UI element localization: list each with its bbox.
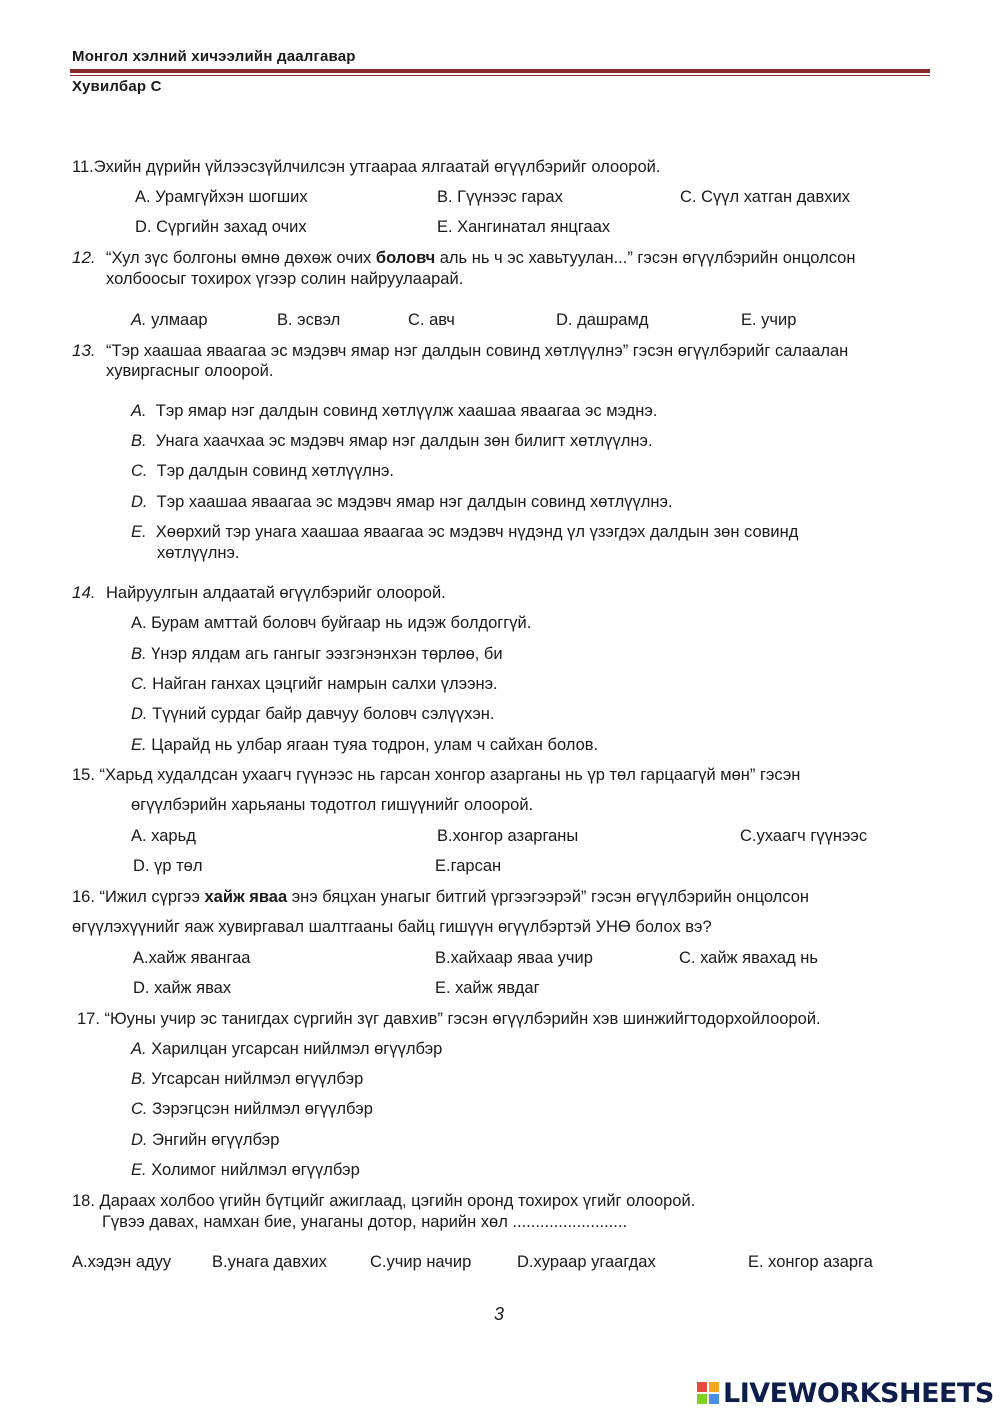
q17-option-e[interactable]: E. Холимог нийлмэл өгүүлбэр xyxy=(131,1161,360,1179)
q13-option-b[interactable]: B. Унага хаачхаа эс мэдэвч ямар нэг далдын зөн билигт хөтлүүлнэ. xyxy=(131,432,653,450)
q12-stem-line2: холбоосыг тохирох үгээр солин найруулаарай. xyxy=(106,270,464,288)
q16-stem: 16. “Ижил сүргээ хайж яваа энэ бяцхан унагыг битгий үргээгээрэй” гэсэн өгүүлбэрийн онцолсон xyxy=(72,888,810,906)
logo-square-icon xyxy=(709,1382,719,1392)
q13-number: 13. xyxy=(72,341,96,360)
q16-stem-line2: өгүүлэхүүнийг яаж хувиргавал шалтгааны байц гишүүн өгүүлбэртэй УНӨ болох вэ? xyxy=(72,918,712,936)
worksheet-title: Монгол хэлний хичээлийн даалгавар xyxy=(72,48,356,65)
logo-square-icon xyxy=(697,1394,707,1404)
logo-text: LIVEWORKSHEETS xyxy=(723,1377,994,1409)
q16-option-c[interactable]: C. хайж явахад нь xyxy=(679,949,819,967)
q14-option-c[interactable]: C. Найган ганхах цэцгийг намрын салхи үлээнэ. xyxy=(131,675,498,693)
q18-option-a[interactable]: A.хэдэн адуу xyxy=(72,1253,172,1271)
q16-option-a[interactable]: A.хайж явангаа xyxy=(133,949,251,967)
q18-option-c[interactable]: C.учир начир xyxy=(370,1253,472,1271)
q15-option-d[interactable]: D. үр төл xyxy=(133,857,203,875)
logo-square-icon xyxy=(709,1394,719,1404)
q11-option-d[interactable]: D. Сүргийн захад очих xyxy=(135,218,307,236)
q18-option-d[interactable]: D.хураар угаагдах xyxy=(517,1253,656,1271)
q11-option-b[interactable]: B. Гүүнээс гарах xyxy=(437,188,563,206)
q15-option-c[interactable]: C.ухаагч гүүнээс xyxy=(740,827,868,845)
q17-option-a[interactable]: A. Харилцан угсарсан нийлмэл өгүүлбэр xyxy=(131,1040,443,1058)
q13-option-d[interactable]: D. Тэр хаашаа яваагаа эс мэдэвч ямар нэг далдын совинд хөтлүүлнэ. xyxy=(131,493,673,511)
variant-label: Хувилбар С xyxy=(72,78,162,95)
liveworksheets-logo[interactable] xyxy=(697,1378,994,1408)
q16-option-b[interactable]: B.хайхаар яваа учир xyxy=(435,949,593,967)
q12-stem: “Хул зүс болгоны өмнө дөхөж очих боловч аль нь ч эс хавьтуулан...” гэсэн өгүүлбэрийн онцолсон xyxy=(106,249,856,267)
q12-option-d[interactable]: D. дашрамд xyxy=(556,311,649,329)
q11-option-e[interactable]: E. Хангинатал янцгаах xyxy=(437,218,611,236)
q12-option-e[interactable]: E. учир xyxy=(741,311,797,329)
q18-option-b[interactable]: B.унага давхих xyxy=(212,1253,327,1271)
q18-option-e[interactable]: E. хонгор азарга xyxy=(748,1253,873,1271)
q14-option-d[interactable]: D. Түүний сурдаг байр давчуу боловч сэлүүхэн. xyxy=(131,705,495,723)
q18-stem: 18. Дараах холбоо үгийн бүтцийг ажиглаад, цэгийн оронд тохирох үгийг олоорой. xyxy=(72,1192,696,1210)
q18-stem-line2: Гүвээ давах, намхан бие, унаганы дотор, нарийн хөл ......................... xyxy=(102,1213,628,1231)
q15-stem-line2: өгүүлбэрийн харьяаны тодотгол гишүүнийг олоорой. xyxy=(131,796,534,814)
q15-option-a[interactable]: A. харьд xyxy=(131,827,196,845)
header-rule xyxy=(70,69,930,73)
q13-option-a[interactable]: A. Тэр ямар нэг далдын совинд хөтлүүлж хаашаа яваагаа эс мэднэ. xyxy=(131,402,658,420)
q14-option-b[interactable]: B. Үнэр ялдам агь гангыг ээзгэнэнхэн төрлөө, би xyxy=(131,645,503,663)
q13-option-c[interactable]: C. Тэр далдын совинд хөтлүүлнэ. xyxy=(131,462,394,480)
q16-option-d[interactable]: D. хайж явах xyxy=(133,979,232,997)
q14-stem: Найруулгын алдаатай өгүүлбэрийг олоорой. xyxy=(106,584,446,602)
header-rule-thin xyxy=(70,75,930,76)
q17-option-b[interactable]: B. Угсарсан нийлмэл өгүүлбэр xyxy=(131,1070,364,1088)
q14-number: 14. xyxy=(72,583,96,602)
q17-option-c[interactable]: C. Зэрэгцсэн нийлмэл өгүүлбэр xyxy=(131,1100,373,1118)
q16-option-e[interactable]: E. хайж явдаг xyxy=(435,979,540,997)
q15-option-e[interactable]: E.гарсан xyxy=(435,857,502,875)
q17-stem: 17. “Юуны учир эс танигдах сүргийн зүг давхив” гэсэн өгүүлбэрийн хэв шинжийгтодорхойлоорой. xyxy=(77,1010,821,1028)
q17-option-d[interactable]: D. Энгийн өгүүлбэр xyxy=(131,1131,280,1149)
logo-square-icon xyxy=(697,1382,707,1392)
q13-stem-line2: хувиргасныг олоорой. xyxy=(106,362,274,380)
q11-option-c[interactable]: C. Сүүл хатган давхих xyxy=(680,188,850,206)
q13-option-e-line2: хөтлүүлнэ. xyxy=(157,544,240,562)
q12-number: 12. xyxy=(72,248,96,267)
q13-stem: “Тэр хаашаа яваагаа эс мэдэвч ямар нэг далдын совинд хөтлүүлнэ” гэсэн өгүүлбэрийг салаалан xyxy=(106,342,849,360)
q14-option-e[interactable]: E. Царайд нь улбар ягаан туяа тодрон, улам ч сайхан болов. xyxy=(131,736,599,754)
q12-option-b[interactable]: B. эсвэл xyxy=(277,311,341,329)
q12-option-a[interactable]: A. улмаар xyxy=(131,311,208,329)
q14-option-a[interactable]: A. Бурам амттай боловч буйгаар нь идэж болдоггүй. xyxy=(131,614,532,632)
q13-option-e[interactable]: E. Хөөрхий тэр унага хаашаа яваагаа эс мэдэвч нүдэнд үл үзэгдэх далдын зөн совинд xyxy=(131,523,799,541)
q12-option-c[interactable]: C. авч xyxy=(408,311,455,329)
q15-stem: 15. “Харьд худалдсан ухаагч гүүнээс нь гарсан хонгор азарганы нь үр төл гарцаагүй мөн” гэсэн xyxy=(72,766,801,784)
page-number: 3 xyxy=(494,1304,505,1324)
q11-stem: 11.Эхийн дүрийн үйлээсзүйлчилсэн утгаараа ялгаатай өгүүлбэрийг олоорой. xyxy=(72,158,661,176)
q15-option-b[interactable]: B.хонгор азарганы xyxy=(437,827,579,845)
logo-mark-icon xyxy=(697,1382,719,1404)
q11-option-a[interactable]: A. Урамгүйхэн шогших xyxy=(135,188,308,206)
